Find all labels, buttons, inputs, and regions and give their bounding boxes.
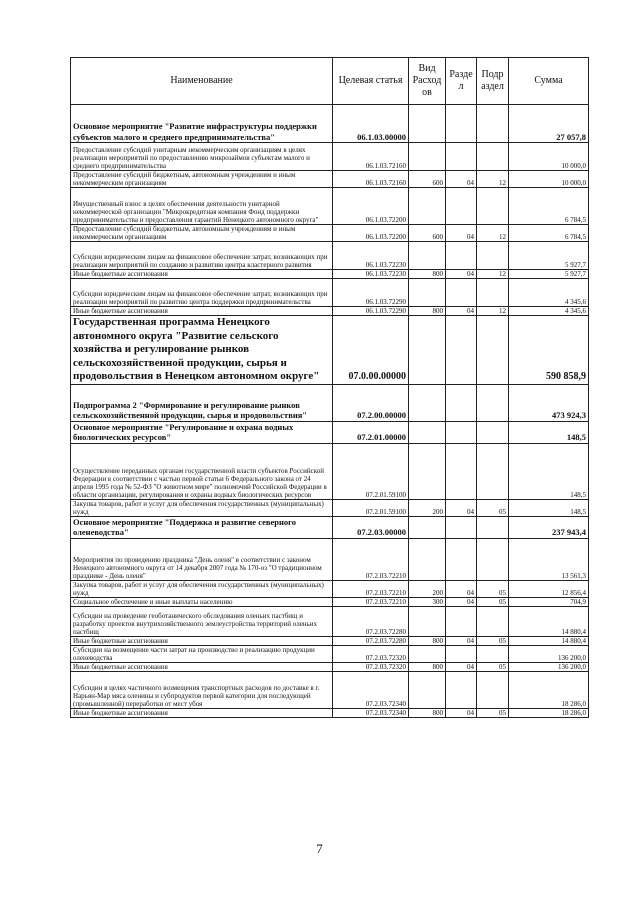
row-target-article: 06.1.03.72200	[333, 225, 409, 242]
row-expense-type	[409, 443, 446, 499]
table-row	[71, 421, 589, 443]
row-target-article: 07.2.03.72340	[333, 708, 409, 717]
row-subsection	[477, 421, 509, 443]
row-name: Закупка товаров, работ и услуг для обеспечения государственных (муниципальных) нужд	[71, 580, 333, 597]
row-subsection	[477, 188, 509, 225]
row-section: 04	[446, 225, 477, 242]
row-target-article: 07.0.00.00000	[333, 316, 409, 385]
row-target-article: 07.2.03.72210	[333, 538, 409, 580]
row-expense-type	[409, 538, 446, 580]
row-name: Предоставление субсидий унитарным некоммерческим организациям в целях реализации мероприятий по предоставлению микрозаймов субъектам малого и среднего предпринимательства	[71, 143, 333, 171]
row-expense-type: 200	[409, 580, 446, 597]
row-target-article: 07.2.03.72320	[333, 645, 409, 662]
row-section	[446, 316, 477, 385]
table-row	[71, 384, 589, 421]
row-subsection: 05	[477, 580, 509, 597]
row-subsection	[477, 143, 509, 171]
table-body	[71, 105, 589, 718]
row-section	[446, 188, 477, 225]
row-section	[446, 606, 477, 636]
row-sum: 5 927,7	[509, 270, 589, 279]
row-sum: 590 858,9	[509, 316, 589, 385]
row-expense-type: 800	[409, 307, 446, 316]
table-row	[71, 499, 589, 516]
row-subsection: 12	[477, 171, 509, 188]
row-sum: 12 856,4	[509, 580, 589, 597]
row-sum: 18 286,0	[509, 671, 589, 708]
row-subsection	[477, 242, 509, 270]
table-row	[71, 606, 589, 636]
row-target-article: 06.1.03.72290	[333, 279, 409, 307]
row-target-article: 06.1.03.72230	[333, 242, 409, 270]
row-subsection: 05	[477, 597, 509, 606]
row-subsection	[477, 316, 509, 385]
row-target-article: 07.2.03.72210	[333, 580, 409, 597]
row-expense-type: 300	[409, 597, 446, 606]
row-name: Подпрограмма 2 "Формирование и регулирование рынков сельскохозяйственной продукции, сырья и продовольствия"	[71, 384, 333, 421]
row-sum: 237 943,4	[509, 516, 589, 538]
row-section	[446, 443, 477, 499]
row-expense-type	[409, 316, 446, 385]
table-header	[71, 58, 589, 105]
row-target-article: 07.2.01.59100	[333, 499, 409, 516]
row-sum: 6 784,5	[509, 225, 589, 242]
row-expense-type	[409, 645, 446, 662]
table-row	[71, 645, 589, 662]
row-expense-type: 600	[409, 225, 446, 242]
row-section	[446, 516, 477, 538]
row-target-article: 07.2.01.00000	[333, 421, 409, 443]
row-subsection	[477, 516, 509, 538]
table-row	[71, 538, 589, 580]
row-target-article: 07.2.03.72340	[333, 671, 409, 708]
row-target-article: 06.1.03.72290	[333, 307, 409, 316]
row-sum: 27 057,8	[509, 105, 589, 143]
row-section: 04	[446, 662, 477, 671]
table-row	[71, 279, 589, 307]
row-sum: 6 784,5	[509, 188, 589, 225]
row-sum: 148,5	[509, 421, 589, 443]
row-section	[446, 421, 477, 443]
row-expense-type: 800	[409, 662, 446, 671]
row-target-article: 06.1.03.72160	[333, 143, 409, 171]
row-target-article: 07.2.01.59100	[333, 443, 409, 499]
row-name: Социальное обеспечение и иные выплаты населению	[71, 597, 333, 606]
row-subsection: 05	[477, 499, 509, 516]
row-name: Иные бюджетные ассигнования	[71, 307, 333, 316]
row-expense-type	[409, 606, 446, 636]
row-sum: 148,5	[509, 443, 589, 499]
row-subsection	[477, 105, 509, 143]
header-name: Наименование	[71, 58, 333, 105]
row-subsection	[477, 538, 509, 580]
header-subsection: Подр аздел	[477, 58, 509, 105]
row-expense-type	[409, 105, 446, 143]
row-target-article: 07.2.03.72210	[333, 597, 409, 606]
table-row	[71, 143, 589, 171]
row-target-article: 07.2.03.00000	[333, 516, 409, 538]
row-sum: 704,9	[509, 597, 589, 606]
table-row	[71, 242, 589, 270]
table-row	[71, 597, 589, 606]
row-expense-type	[409, 671, 446, 708]
row-target-article: 06.1.03.72230	[333, 270, 409, 279]
table-row	[71, 105, 589, 143]
row-sum: 136 200,0	[509, 645, 589, 662]
row-subsection: 12	[477, 307, 509, 316]
table-row	[71, 443, 589, 499]
row-name: Основное мероприятие "Поддержка и развитие северного оленеводства"	[71, 516, 333, 538]
row-expense-type	[409, 421, 446, 443]
row-target-article: 07.2.03.72280	[333, 636, 409, 645]
row-name: Мероприятия по проведению праздника "День оленя" в соответствии с законом Ненецкого автономного округа от 14 декабря 2007 года № 170-оз "О традиционном празднике - День оленя"	[71, 538, 333, 580]
table-row	[71, 636, 589, 645]
row-name: Основное мероприятие "Развитие инфраструктуры поддержки субъектов малого и среднего предпринимательства"	[71, 105, 333, 143]
page-number: 7	[316, 841, 323, 856]
row-section: 04	[446, 708, 477, 717]
header-section: Разде л	[446, 58, 477, 105]
table-row	[71, 316, 589, 385]
row-expense-type: 800	[409, 270, 446, 279]
row-section	[446, 242, 477, 270]
table-row	[71, 662, 589, 671]
row-section	[446, 105, 477, 143]
row-name: Осуществление переданных органам государственной власти субъектов Российской Федерации в соответствии с частью первой статьи 6 Федерального закона от 24 апреля 1995 года № 52-ФЗ "О животном мире" полномочий Российской Федерации в области организации, регулирования и охраны водных биологических ресурсов	[71, 443, 333, 499]
row-subsection: 12	[477, 225, 509, 242]
row-section	[446, 671, 477, 708]
row-name: Субсидии на возмещение части затрат на производство и реализацию продукции оленеводства	[71, 645, 333, 662]
row-expense-type	[409, 516, 446, 538]
table-row	[71, 171, 589, 188]
row-target-article: 06.1.03.72200	[333, 188, 409, 225]
row-subsection	[477, 606, 509, 636]
row-name: Иные бюджетные ассигнования	[71, 270, 333, 279]
row-section: 04	[446, 597, 477, 606]
row-subsection	[477, 443, 509, 499]
row-expense-type: 200	[409, 499, 446, 516]
row-expense-type: 800	[409, 636, 446, 645]
row-name: Иные бюджетные ассигнования	[71, 662, 333, 671]
table-row	[71, 270, 589, 279]
row-sum: 148,5	[509, 499, 589, 516]
header-sum: Сумма	[509, 58, 589, 105]
row-name: Иные бюджетные ассигнования	[71, 636, 333, 645]
row-sum: 14 880,4	[509, 636, 589, 645]
row-sum: 4 345,6	[509, 279, 589, 307]
row-sum: 4 345,6	[509, 307, 589, 316]
row-sum: 18 286,0	[509, 708, 589, 717]
row-sum: 5 927,7	[509, 242, 589, 270]
row-expense-type: 600	[409, 171, 446, 188]
row-name: Субсидии на проведение геоботанического обследования оленьих пастбищ и разработку проектов внутрихозяйственного землеустройства территорий оленьих пастбищ	[71, 606, 333, 636]
row-expense-type	[409, 279, 446, 307]
row-expense-type	[409, 143, 446, 171]
row-name: Закупка товаров, работ и услуг для обеспечения государственных (муниципальных) нужд	[71, 499, 333, 516]
row-expense-type	[409, 188, 446, 225]
header-target-article: Целевая статья	[333, 58, 409, 105]
table-row	[71, 708, 589, 717]
row-target-article: 06.1.03.72160	[333, 171, 409, 188]
row-subsection: 05	[477, 708, 509, 717]
header-expense-type: Вид Расход ов	[409, 58, 446, 105]
row-sum: 10 000,0	[509, 143, 589, 171]
row-expense-type: 800	[409, 708, 446, 717]
table-row	[71, 188, 589, 225]
row-expense-type	[409, 242, 446, 270]
row-subsection	[477, 671, 509, 708]
row-subsection: 12	[477, 270, 509, 279]
row-name: Предоставление субсидий бюджетным, автономным учреждениям и иным некоммерческим организациям	[71, 171, 333, 188]
row-subsection: 05	[477, 636, 509, 645]
row-name: Иные бюджетные ассигнования	[71, 708, 333, 717]
budget-table	[70, 57, 589, 718]
table-row	[71, 225, 589, 242]
row-section: 04	[446, 580, 477, 597]
row-sum: 14 880,4	[509, 606, 589, 636]
row-subsection	[477, 645, 509, 662]
row-target-article: 07.2.03.72280	[333, 606, 409, 636]
row-subsection: 05	[477, 662, 509, 671]
row-name: Субсидии юридическим лицам на финансовое обеспечение затрат, возникающих при реализации мероприятий по созданию и развитию центра кластерного развития	[71, 242, 333, 270]
table-row	[71, 671, 589, 708]
row-subsection	[477, 384, 509, 421]
row-expense-type	[409, 384, 446, 421]
table-row	[71, 580, 589, 597]
row-name: Субсидии юридическим лицам на финансовое обеспечение затрат, возникающих при реализации мероприятий по развитию центра поддержки предпринимательства	[71, 279, 333, 307]
row-section: 04	[446, 171, 477, 188]
row-section: 04	[446, 307, 477, 316]
row-target-article: 07.2.03.72320	[333, 662, 409, 671]
row-name: Имущественный взнос в целях обеспечения деятельности унитарной некоммерческой организации "Микрокредитная компания Фонд поддержки предпринимательства и предоставления гарантий Ненецкого автономного округа"	[71, 188, 333, 225]
row-name: Основное мероприятие "Регулирование и охрана водных биологических ресурсов"	[71, 421, 333, 443]
row-sum: 473 924,3	[509, 384, 589, 421]
row-section	[446, 279, 477, 307]
row-subsection	[477, 279, 509, 307]
row-name: Субсидии в целях частичного возмещения транспортных расходов по доставке в г. Нарьян-Мар мяса оленины и субпродуктов первой категории для последующей (промышленной) переработки от мест убоя	[71, 671, 333, 708]
row-target-article: 07.2.00.00000	[333, 384, 409, 421]
table-row	[71, 307, 589, 316]
row-target-article: 06.1.03.00000	[333, 105, 409, 143]
row-section: 04	[446, 636, 477, 645]
row-sum: 13 561,3	[509, 538, 589, 580]
row-section	[446, 384, 477, 421]
row-sum: 136 200,0	[509, 662, 589, 671]
row-name: Государственная программа Ненецкого автономного округа "Развитие сельского хозяйства и регулирование рынков сельскохозяйственной продукции, сырья и продовольствия в Ненецком автономном округе"	[71, 316, 333, 385]
row-section: 04	[446, 499, 477, 516]
row-section	[446, 143, 477, 171]
table-row	[71, 516, 589, 538]
row-section	[446, 645, 477, 662]
row-section	[446, 538, 477, 580]
row-sum: 10 000,0	[509, 171, 589, 188]
row-section: 04	[446, 270, 477, 279]
row-name: Предоставление субсидий бюджетным, автономным учреждениям и иным некоммерческим организациям	[71, 225, 333, 242]
